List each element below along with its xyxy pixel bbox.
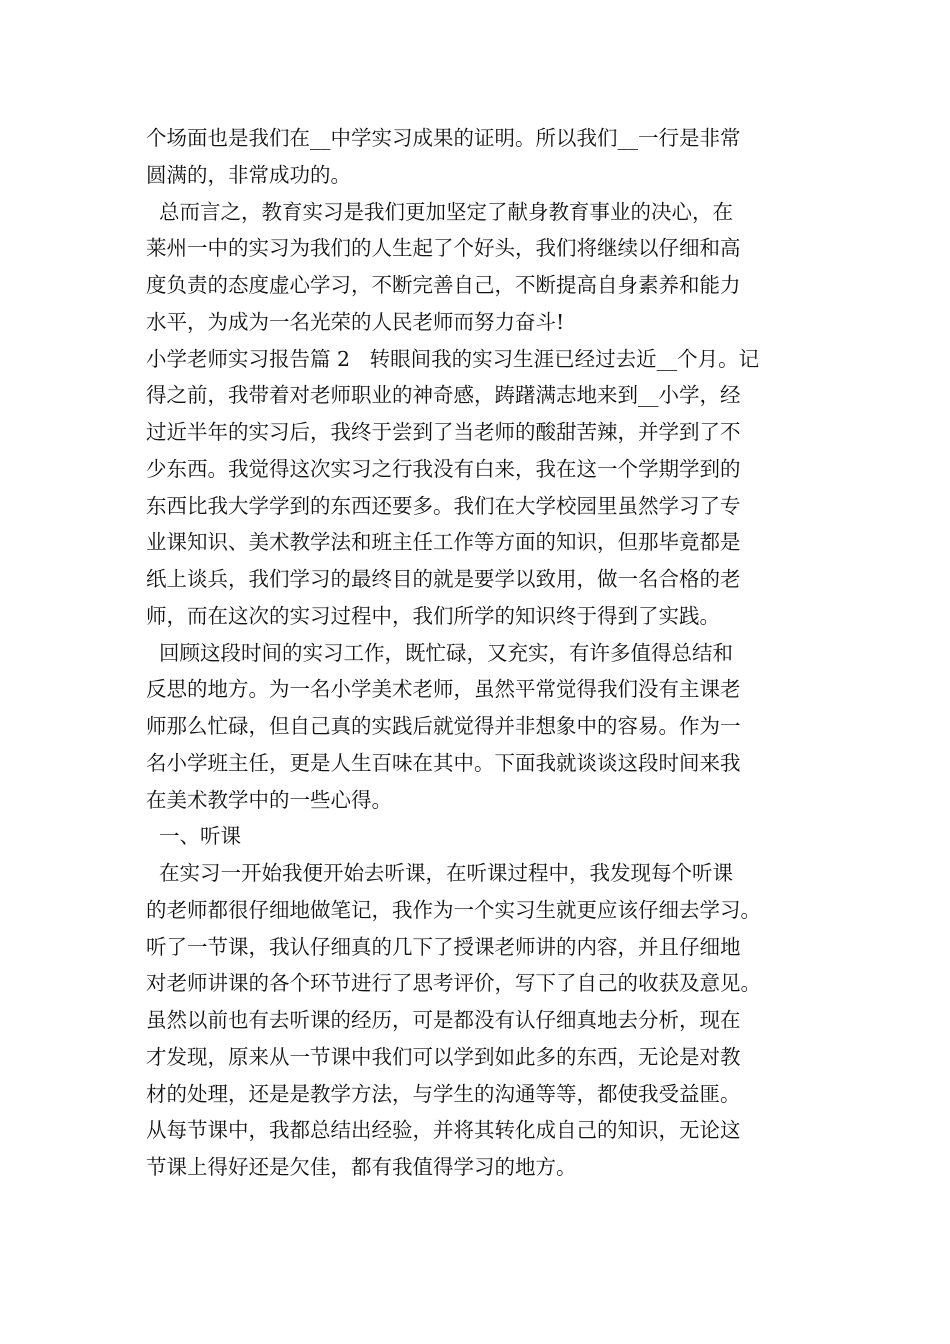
text-line: 师那么忙碌，但自己真的实践后就觉得并非想象中的容易。作为一 bbox=[146, 714, 741, 738]
text-line: 在实习一开始我便开始去听课，在听课过程中，我发现每个听课 bbox=[146, 861, 734, 885]
text-line: 名小学班主任，更是人生百味在其中。下面我就谈谈这段时间来我 bbox=[146, 750, 741, 775]
text-line: 对老师讲课的各个环节进行了思考评价，写下了自己的收获及意见。 bbox=[146, 971, 761, 996]
text-line: 度负责的态度虚心学习，不断完善自己，不断提高自身素养和能力 bbox=[146, 273, 741, 297]
text-line: 听了一节课，我认仔细真的几下了授课老师讲的内容，并且仔细地 bbox=[146, 934, 741, 959]
section-heading-line: 小学老师实习报告篇 2 转眼间我的实习生涯已经过去近__个月。记 bbox=[146, 346, 760, 371]
text-line: 从每节课中，我都总结出经验，并将其转化成自己的知识，无论这 bbox=[146, 1118, 741, 1143]
text-line: 得之前，我带着对老师职业的神奇感，踌躇满志地来到__小学，经 bbox=[146, 383, 741, 408]
text-line: 莱州一中的实习为我们的人生起了个好头，我们将继续以仔细和高 bbox=[146, 236, 741, 261]
text-line: 纸上谈兵，我们学习的最终目的就是要学以致用，做一名合格的老 bbox=[146, 567, 741, 591]
text-line: 东西比我大学学到的东西还要多。我们在大学校园里虽然学习了专 bbox=[146, 493, 741, 518]
text-line: 虽然以前也有去听课的经历，可是都没有认仔细真地去分析，现在 bbox=[146, 1008, 741, 1032]
text-line: 过近半年的实习后，我终于尝到了当老师的酸甜苦辣，并学到了不 bbox=[146, 420, 741, 444]
text-line: 个场面也是我们在__中学实习成果的证明。所以我们__一行是非常 bbox=[146, 126, 741, 150]
text-line: 业课知识、美术教学法和班主任工作等方面的知识，但那毕竟都是 bbox=[146, 530, 741, 555]
text-line: 回顾这段时间的实习工作，既忙碌，又充实，有许多值得总结和 bbox=[146, 640, 734, 665]
text-line: 水平，为成为一名光荣的人民老师而努力奋斗! bbox=[146, 309, 565, 334]
text-line: 总而言之，教育实习是我们更加坚定了献身教育事业的决心，在 bbox=[146, 199, 734, 224]
text-line: 材的处理，还是是教学方法，与学生的沟通等等，都使我受益匪。 bbox=[146, 1081, 741, 1106]
body-text bbox=[146, 120, 808, 1186]
text-line: 反思的地方。为一名小学美术老师，虽然平常觉得我们没有主课老 bbox=[146, 677, 741, 702]
subheading-line: 一、听课 bbox=[146, 824, 242, 849]
text-line: 师，而在这次的实习过程中，我们所学的知识终于得到了实践。 bbox=[146, 603, 720, 628]
text-line: 的老师都很仔细地做笔记，我作为一个实习生就更应该仔细去学习。 bbox=[146, 897, 761, 922]
text-line: 少东西。我觉得这次实习之行我没有白来，我在这一个学期学到的 bbox=[146, 456, 741, 481]
text-line: 在美术教学中的一些心得。 bbox=[146, 787, 392, 812]
text-line: 才发现，原来从一节课中我们可以学到如此多的东西，无论是对教 bbox=[146, 1044, 741, 1069]
text-line: 节课上得好还是欠佳，都有我值得学习的地方。 bbox=[146, 1155, 577, 1179]
text-line: 圆满的，非常成功的。 bbox=[146, 162, 351, 187]
